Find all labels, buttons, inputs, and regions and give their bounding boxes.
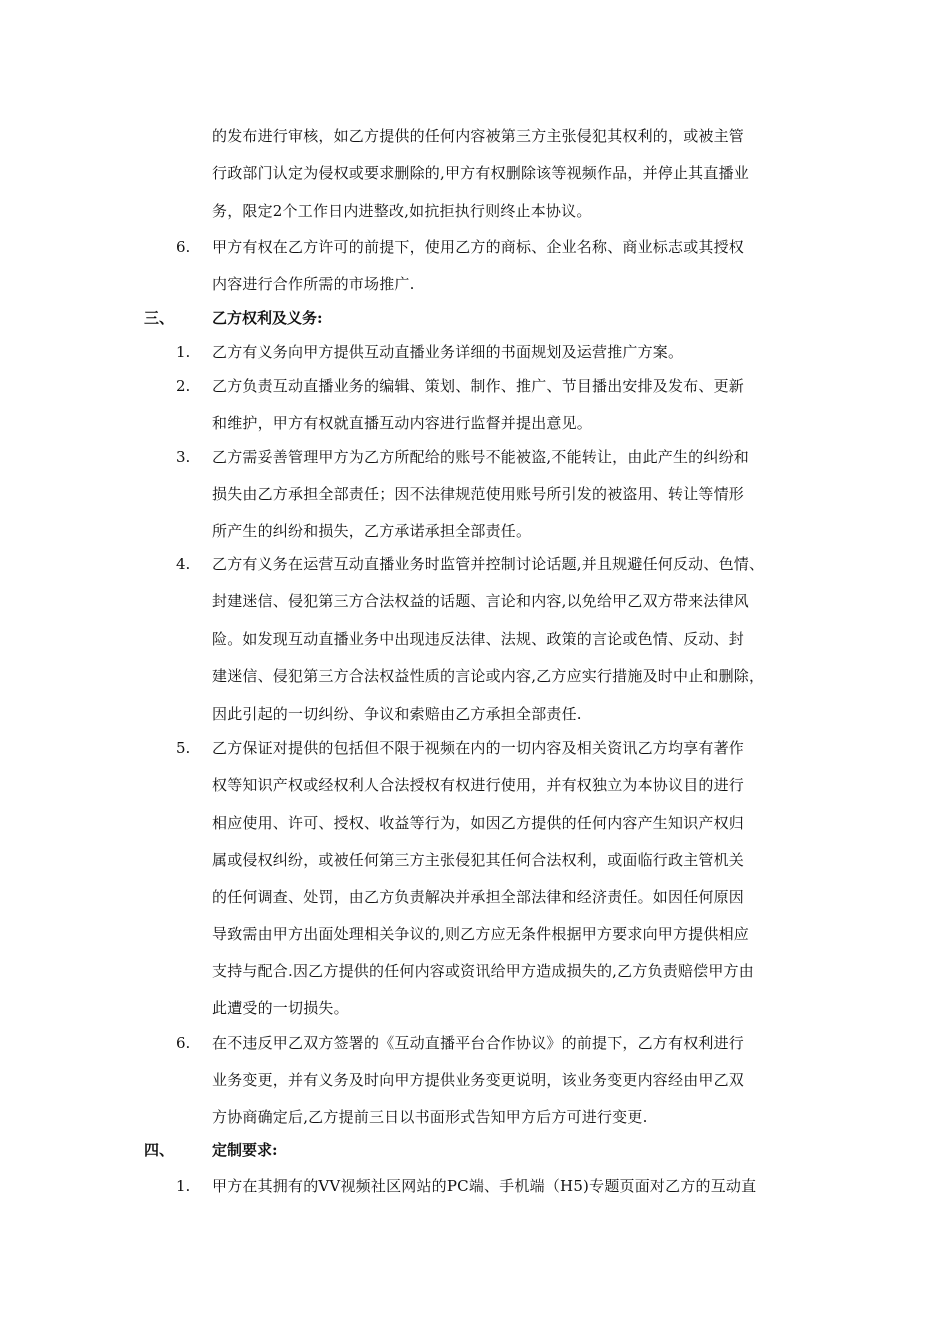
list-item-line: 导致需由甲方出面处理相关争议的,则乙方应无条件根据甲方要求向甲方提供相应 bbox=[212, 925, 749, 943]
list-item-line: 损失由乙方承担全部责任；因不法律规范使用账号所引发的被盗用、转让等情形 bbox=[212, 485, 745, 503]
section-title: 乙方权利及义务: bbox=[212, 309, 323, 327]
list-item-number: 1. bbox=[176, 343, 191, 361]
list-item-line: 封建迷信、侵犯第三方合法权益的话题、言论和内容,以免给甲乙双方带来法律风 bbox=[212, 592, 749, 610]
list-item-line: 业务变更，并有义务及时向甲方提供业务变更说明，该业务变更内容经由甲乙双 bbox=[212, 1071, 745, 1089]
list-item-number: 5. bbox=[176, 739, 191, 757]
list-item-line: 险。如发现互动直播业务中出现违反法律、法规、政策的言论或色情、反动、封 bbox=[212, 630, 745, 648]
list-item-line: 在不违反甲乙双方签署的《互动直播平台合作协议》的前提下，乙方有权利进行 bbox=[212, 1034, 745, 1052]
list-item-number: 3. bbox=[176, 448, 191, 466]
paragraph-line: 的发布进行审核，如乙方提供的任何内容被第三方主张侵犯其权利的，或被主管 bbox=[212, 127, 745, 145]
list-item-line: 乙方保证对提供的包括但不限于视频在内的一切内容及相关资讯乙方均享有著作 bbox=[212, 739, 745, 757]
list-item-line: 内容进行合作所需的市场推广. bbox=[212, 275, 415, 293]
list-item-line: 所产生的纠纷和损失，乙方承诺承担全部责任。 bbox=[212, 522, 532, 540]
list-item-line: 乙方需妥善管理甲方为乙方所配给的账号不能被盗,不能转让，由此产生的纠纷和 bbox=[212, 448, 749, 466]
section-number: 三、 bbox=[144, 309, 175, 327]
list-item-line: 乙方负责互动直播业务的编辑、策划、制作、推广、节目播出安排及发布、更新 bbox=[212, 377, 745, 395]
list-item-number: 6. bbox=[176, 238, 191, 256]
list-item-line: 方协商确定后,乙方提前三日以书面形式告知甲方后方可进行变更. bbox=[212, 1108, 648, 1126]
list-item-line: 属或侵权纠纷，或被任何第三方主张侵犯其任何合法权利，或面临行政主管机关 bbox=[212, 851, 745, 869]
list-item-line: 乙方有义务向甲方提供互动直播业务详细的书面规划及运营推广方案。 bbox=[212, 343, 684, 361]
list-item-number: 4. bbox=[176, 555, 191, 573]
paragraph-line: 务，限定2个工作日内进整改,如抗拒执行则终止本协议。 bbox=[212, 202, 592, 220]
list-item-number: 2. bbox=[176, 377, 191, 395]
paragraph-line: 行政部门认定为侵权或要求删除的,甲方有权删除该等视频作品，并停止其直播业 bbox=[212, 164, 749, 182]
list-item-line: 因此引起的一切纠纷、争议和索赔由乙方承担全部责任. bbox=[212, 705, 582, 723]
list-item-line: 和维护，甲方有权就直播互动内容进行监督并提出意见。 bbox=[212, 414, 593, 432]
list-item-line: 权等知识产权或经权利人合法授权有权进行使用，并有权独立为本协议目的进行 bbox=[212, 776, 745, 794]
section-title: 定制要求: bbox=[212, 1141, 278, 1159]
list-item-line: 支持与配合.因乙方提供的任何内容或资讯给甲方造成损失的,乙方负责赔偿甲方由 bbox=[212, 962, 754, 980]
list-item-line: 甲方在其拥有的VV视频社区网站的PC端、手机端（H5)专题页面对乙方的互动直 bbox=[212, 1177, 757, 1195]
list-item-number: 1. bbox=[176, 1177, 191, 1195]
section-number: 四、 bbox=[144, 1141, 175, 1159]
list-item-line: 此遭受的一切损失。 bbox=[212, 999, 349, 1017]
list-item-line: 相应使用、许可、授权、收益等行为，如因乙方提供的任何内容产生知识产权归 bbox=[212, 814, 745, 832]
list-item-line: 甲方有权在乙方许可的前提下，使用乙方的商标、企业名称、商业标志或其授权 bbox=[212, 238, 745, 256]
list-item-line: 的任何调查、处罚，由乙方负责解决并承担全部法律和经济责任。如因任何原因 bbox=[212, 888, 745, 906]
list-item-line: 建迷信、侵犯第三方合法权益性质的言论或内容,乙方应实行措施及时中止和删除， bbox=[212, 667, 765, 685]
list-item-number: 6. bbox=[176, 1034, 191, 1052]
list-item-line: 乙方有义务在运营互动直播业务时监管并控制讨论话题,并且规避任何反动、色情、 bbox=[212, 555, 765, 573]
